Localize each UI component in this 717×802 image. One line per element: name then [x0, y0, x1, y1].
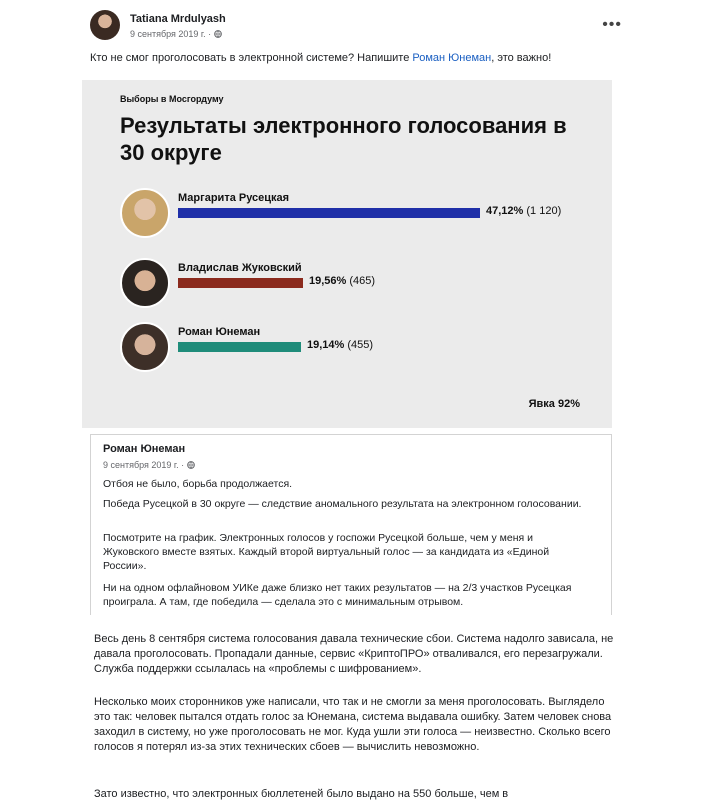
post-text-before: Кто не смог проголосовать в электронной системе? Напишите	[90, 52, 413, 64]
bar-votes: (465)	[349, 275, 376, 287]
shared-author[interactable]: Роман Юнеман	[103, 443, 186, 455]
bar	[178, 278, 303, 288]
bar-votes: (1 120)	[526, 205, 562, 217]
turnout-label: Явка 92%	[528, 398, 580, 410]
avatar[interactable]	[90, 10, 120, 40]
bar-label	[307, 339, 373, 351]
bar-label	[309, 275, 375, 287]
globe-icon	[214, 29, 222, 39]
globe-icon	[187, 460, 195, 470]
post-text	[90, 52, 630, 64]
candidate-name: Владислав Жуковский	[178, 262, 302, 274]
shared-paragraph: Посмотрите на график. Электронных голосов у госпожи Русецкой больше, чем у меня и Жуковского вместе взятых. Каждый второй виртуальный голос — за кандидата из «Единой России».	[103, 532, 550, 572]
bar-label	[486, 205, 561, 217]
shared-paragraph: Отбоя не было, борьба продолжается.	[103, 478, 293, 490]
candidate-photo	[120, 188, 170, 238]
body-paragraph: Весь день 8 сентября система голосования давала технические сбои. Система надолго зависала, не давала проголосовать. Пропадали данные, сервис «КриптоПРО» отваливался, его перезагружали. Служба поддержки ссылалась на «проблемы с шифрованием».	[94, 633, 614, 675]
post-meta	[130, 29, 222, 39]
body-paragraph: Зато известно, что электронных бюллетеней было выдано на 550 больше, чем в	[94, 788, 509, 800]
candidate-row	[82, 322, 612, 382]
shared-paragraph: Ни на одном офлайновом УИКе даже близко нет таких результатов — на 2/3 участков Русецкая проиграла. А там, где победила — сделала это с минимальным отрывом.	[103, 582, 572, 608]
post-text-after: , это важно!	[491, 52, 552, 64]
bar	[178, 342, 301, 352]
more-dots-icon[interactable]: •••	[602, 16, 622, 33]
bar	[178, 208, 480, 218]
shared-meta	[103, 460, 195, 470]
candidate-photo	[120, 258, 170, 308]
chart-title: Результаты электронного голосования в 30 округе	[120, 113, 567, 165]
post-date[interactable]: 9 сентября 2019 г. ·	[130, 29, 212, 39]
chart-kicker: Выборы в Мосгордуму	[120, 94, 224, 104]
chart-image[interactable]	[82, 80, 612, 428]
post-header	[90, 10, 622, 46]
candidate-row	[82, 258, 612, 318]
shared-paragraph: Победа Русецкой в 30 округе — следствие аномального результата на электронном голосовании.	[103, 498, 582, 510]
candidate-name: Роман Юнеман	[178, 326, 261, 338]
candidate-name: Маргарита Русецкая	[178, 192, 290, 204]
body-paragraph: Несколько моих сторонников уже написали, что так и не смогли за меня проголосовать. Выглядело это так: человек пытался отдать голос за Юнемана, система выдавала ошибку. Затем человек снова заходил в систему, но уже проголосовать не мог. Куда ушли эти голоса — неизвестно. Сколько всего голосов я потерял из-за этих технических сбоев — вычислить невозможно.	[94, 696, 612, 753]
shared-date[interactable]: 9 сентября 2019 г. ·	[103, 460, 185, 470]
shared-post[interactable]	[90, 434, 612, 615]
candidate-row	[82, 188, 612, 248]
bar-value: 47,12%	[486, 205, 524, 217]
post-author[interactable]: Tatiana Mrdulyash	[130, 13, 226, 25]
bar-value: 19,14%	[307, 339, 345, 351]
bar-votes: (455)	[347, 339, 374, 351]
bar-value: 19,56%	[309, 275, 347, 287]
candidate-photo	[120, 322, 170, 372]
mention-link[interactable]: Роман Юнеман	[412, 52, 492, 64]
